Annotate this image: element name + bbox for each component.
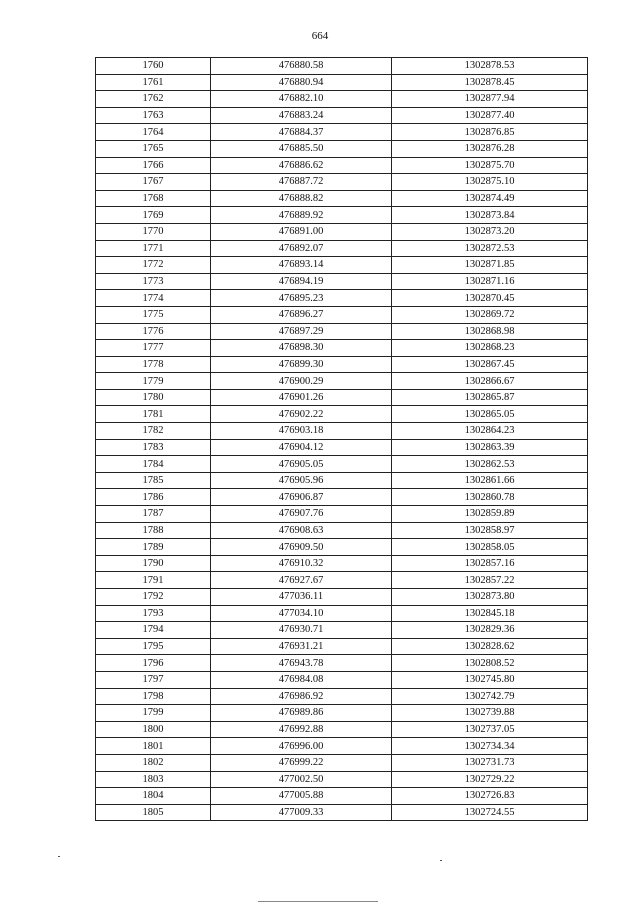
page-number: 664 [311,30,329,42]
point-number-cell: 1761 [96,74,211,91]
y-coordinate-cell: 1302737.05 [392,721,588,738]
y-coordinate-cell: 1302745.80 [392,671,588,688]
x-coordinate-cell: 476880.94 [211,74,392,91]
x-coordinate-cell: 476898.30 [211,340,392,357]
x-coordinate-cell: 477005.88 [211,788,392,805]
x-coordinate-cell: 476992.88 [211,721,392,738]
y-coordinate-cell: 1302860.78 [392,489,588,506]
table-row [96,705,588,722]
table-row [96,638,588,655]
x-coordinate-cell: 476984.08 [211,671,392,688]
table-row [96,290,588,307]
table-row [96,605,588,622]
point-number-cell: 1777 [96,340,211,357]
x-coordinate-cell: 476989.86 [211,705,392,722]
y-coordinate-cell: 1302868.23 [392,340,588,357]
x-coordinate-cell: 476895.23 [211,290,392,307]
x-coordinate-cell: 476883.24 [211,107,392,124]
table-row [96,622,588,639]
x-coordinate-cell: 476901.26 [211,389,392,406]
x-coordinate-cell: 476943.78 [211,655,392,672]
point-number-cell: 1790 [96,555,211,572]
x-coordinate-cell: 477009.33 [211,804,392,821]
table-row [96,340,588,357]
y-coordinate-cell: 1302866.67 [392,373,588,390]
table-row [96,655,588,672]
x-coordinate-cell: 476896.27 [211,306,392,323]
y-coordinate-cell: 1302742.79 [392,688,588,705]
y-coordinate-cell: 1302875.70 [392,157,588,174]
table-row [96,306,588,323]
point-number-cell: 1782 [96,423,211,440]
y-coordinate-cell: 1302857.22 [392,572,588,589]
x-coordinate-cell: 476931.21 [211,638,392,655]
point-number-cell: 1770 [96,223,211,240]
table-row [96,456,588,473]
x-coordinate-cell: 476927.67 [211,572,392,589]
point-number-cell: 1802 [96,754,211,771]
y-coordinate-cell: 1302873.80 [392,589,588,606]
scan-speck [440,860,442,861]
table-row [96,589,588,606]
y-coordinate-cell: 1302862.53 [392,456,588,473]
x-coordinate-cell: 476897.29 [211,323,392,340]
x-coordinate-cell: 476902.22 [211,406,392,423]
x-coordinate-cell: 476900.29 [211,373,392,390]
x-coordinate-cell: 476888.82 [211,190,392,207]
table-row [96,174,588,191]
point-number-cell: 1792 [96,589,211,606]
y-coordinate-cell: 1302871.85 [392,257,588,274]
x-coordinate-cell: 477002.50 [211,771,392,788]
table-row [96,140,588,157]
table-row [96,522,588,539]
point-number-cell: 1775 [96,306,211,323]
table-row [96,738,588,755]
point-number-cell: 1794 [96,622,211,639]
x-coordinate-cell: 476882.10 [211,91,392,108]
y-coordinate-cell: 1302857.16 [392,555,588,572]
coordinate-table [95,57,588,821]
table-row [96,539,588,556]
point-number-cell: 1760 [96,58,211,75]
y-coordinate-cell: 1302726.83 [392,788,588,805]
table-row [96,207,588,224]
table-row [96,788,588,805]
point-number-cell: 1763 [96,107,211,124]
y-coordinate-cell: 1302739.88 [392,705,588,722]
y-coordinate-cell: 1302729.22 [392,771,588,788]
table-row [96,389,588,406]
y-coordinate-cell: 1302858.05 [392,539,588,556]
table-row [96,157,588,174]
table-row [96,406,588,423]
y-coordinate-cell: 1302828.62 [392,638,588,655]
point-number-cell: 1796 [96,655,211,672]
table-row [96,506,588,523]
table-row [96,721,588,738]
table-row [96,58,588,75]
point-number-cell: 1789 [96,539,211,556]
y-coordinate-cell: 1302873.20 [392,223,588,240]
x-coordinate-cell: 477034.10 [211,605,392,622]
y-coordinate-cell: 1302875.10 [392,174,588,191]
point-number-cell: 1788 [96,522,211,539]
y-coordinate-cell: 1302734.34 [392,738,588,755]
point-number-cell: 1769 [96,207,211,224]
table-row [96,91,588,108]
x-coordinate-cell: 476999.22 [211,754,392,771]
y-coordinate-cell: 1302877.40 [392,107,588,124]
scan-speck [58,856,60,857]
table-row [96,671,588,688]
point-number-cell: 1800 [96,721,211,738]
point-number-cell: 1781 [96,406,211,423]
coordinate-table-body [96,58,588,821]
point-number-cell: 1793 [96,605,211,622]
x-coordinate-cell: 476886.62 [211,157,392,174]
y-coordinate-cell: 1302869.72 [392,306,588,323]
table-row [96,124,588,141]
table-row [96,688,588,705]
y-coordinate-cell: 1302867.45 [392,356,588,373]
scan-edge-line [258,901,378,902]
table-row [96,754,588,771]
y-coordinate-cell: 1302731.73 [392,754,588,771]
x-coordinate-cell: 476891.00 [211,223,392,240]
table-row [96,240,588,257]
point-number-cell: 1795 [96,638,211,655]
y-coordinate-cell: 1302858.97 [392,522,588,539]
y-coordinate-cell: 1302865.87 [392,389,588,406]
table-row [96,190,588,207]
x-coordinate-cell: 476905.96 [211,472,392,489]
table-row [96,472,588,489]
x-coordinate-cell: 476893.14 [211,257,392,274]
table-row [96,423,588,440]
x-coordinate-cell: 476907.76 [211,506,392,523]
x-coordinate-cell: 476884.37 [211,124,392,141]
x-coordinate-cell: 476889.92 [211,207,392,224]
y-coordinate-cell: 1302873.84 [392,207,588,224]
y-coordinate-cell: 1302865.05 [392,406,588,423]
x-coordinate-cell: 476905.05 [211,456,392,473]
point-number-cell: 1783 [96,439,211,456]
y-coordinate-cell: 1302845.18 [392,605,588,622]
table-row [96,323,588,340]
table-row [96,555,588,572]
point-number-cell: 1798 [96,688,211,705]
y-coordinate-cell: 1302878.45 [392,74,588,91]
point-number-cell: 1779 [96,373,211,390]
x-coordinate-cell: 476986.92 [211,688,392,705]
x-coordinate-cell: 476899.30 [211,356,392,373]
y-coordinate-cell: 1302861.66 [392,472,588,489]
point-number-cell: 1804 [96,788,211,805]
point-number-cell: 1776 [96,323,211,340]
point-number-cell: 1767 [96,174,211,191]
table-row [96,74,588,91]
point-number-cell: 1772 [96,257,211,274]
x-coordinate-cell: 476906.87 [211,489,392,506]
point-number-cell: 1773 [96,273,211,290]
point-number-cell: 1791 [96,572,211,589]
x-coordinate-cell: 477036.11 [211,589,392,606]
y-coordinate-cell: 1302876.85 [392,124,588,141]
y-coordinate-cell: 1302870.45 [392,290,588,307]
x-coordinate-cell: 476909.50 [211,539,392,556]
table-row [96,439,588,456]
point-number-cell: 1765 [96,140,211,157]
table-row [96,257,588,274]
x-coordinate-cell: 476885.50 [211,140,392,157]
x-coordinate-cell: 476908.63 [211,522,392,539]
y-coordinate-cell: 1302878.53 [392,58,588,75]
point-number-cell: 1797 [96,671,211,688]
x-coordinate-cell: 476903.18 [211,423,392,440]
table-row [96,107,588,124]
y-coordinate-cell: 1302876.28 [392,140,588,157]
x-coordinate-cell: 476904.12 [211,439,392,456]
table-row [96,804,588,821]
table-row [96,356,588,373]
point-number-cell: 1801 [96,738,211,755]
x-coordinate-cell: 476930.71 [211,622,392,639]
point-number-cell: 1764 [96,124,211,141]
x-coordinate-cell: 476892.07 [211,240,392,257]
point-number-cell: 1774 [96,290,211,307]
table-row [96,273,588,290]
y-coordinate-cell: 1302863.39 [392,439,588,456]
table-row [96,572,588,589]
x-coordinate-cell: 476996.00 [211,738,392,755]
y-coordinate-cell: 1302808.52 [392,655,588,672]
point-number-cell: 1778 [96,356,211,373]
table-row [96,223,588,240]
x-coordinate-cell: 476910.32 [211,555,392,572]
point-number-cell: 1803 [96,771,211,788]
y-coordinate-cell: 1302872.53 [392,240,588,257]
y-coordinate-cell: 1302864.23 [392,423,588,440]
point-number-cell: 1780 [96,389,211,406]
point-number-cell: 1768 [96,190,211,207]
y-coordinate-cell: 1302871.16 [392,273,588,290]
table-row [96,771,588,788]
y-coordinate-cell: 1302868.98 [392,323,588,340]
point-number-cell: 1785 [96,472,211,489]
x-coordinate-cell: 476880.58 [211,58,392,75]
x-coordinate-cell: 476894.19 [211,273,392,290]
y-coordinate-cell: 1302859.89 [392,506,588,523]
point-number-cell: 1787 [96,506,211,523]
point-number-cell: 1786 [96,489,211,506]
point-number-cell: 1771 [96,240,211,257]
y-coordinate-cell: 1302874.49 [392,190,588,207]
point-number-cell: 1805 [96,804,211,821]
table-row [96,373,588,390]
table-row [96,489,588,506]
y-coordinate-cell: 1302829.36 [392,622,588,639]
y-coordinate-cell: 1302877.94 [392,91,588,108]
point-number-cell: 1766 [96,157,211,174]
y-coordinate-cell: 1302724.55 [392,804,588,821]
point-number-cell: 1762 [96,91,211,108]
point-number-cell: 1799 [96,705,211,722]
point-number-cell: 1784 [96,456,211,473]
x-coordinate-cell: 476887.72 [211,174,392,191]
